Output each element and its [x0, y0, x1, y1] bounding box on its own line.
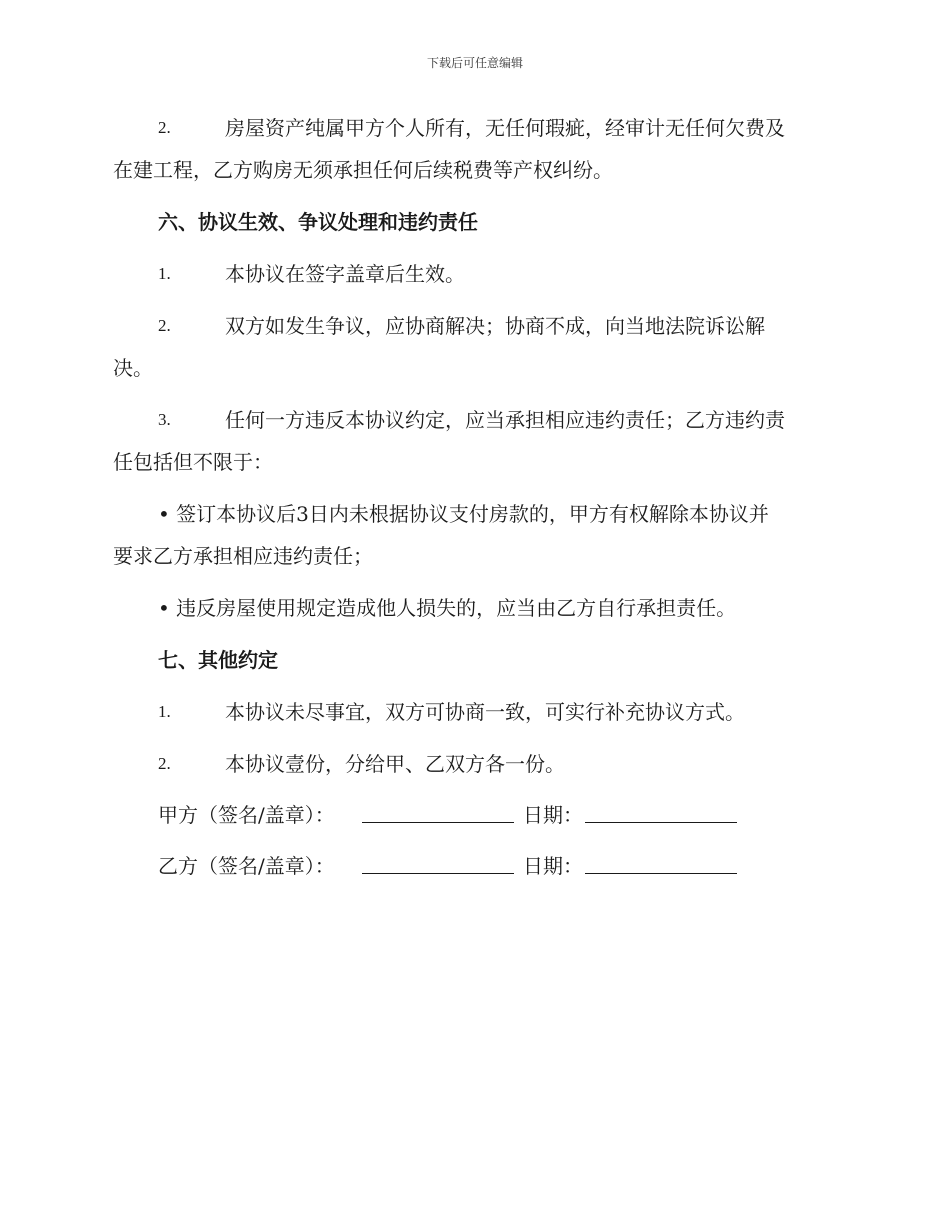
clause-text-continued: 决。 — [113, 356, 153, 380]
clause-text: 任何一方违反本协议约定，应当承担相应违约责任；乙方违约责 — [225, 408, 785, 432]
bullet-item: • 违反房屋使用规定造成他人损失的，应当由乙方自行承担责任。 — [158, 596, 737, 620]
clause-text: 本协议壹份，分给甲、乙双方各一份。 — [225, 752, 565, 776]
section-heading: 七、其他约定 — [158, 648, 278, 672]
bullet-item-continued: 要求乙方承担相应违约责任； — [113, 544, 373, 568]
clause-number: 1. — [158, 264, 171, 283]
party-b-signature-blank[interactable] — [362, 873, 514, 874]
party-a-signature-blank[interactable] — [362, 822, 514, 823]
bullet-item: • 签订本协议后3日内未根据协议支付房款的，甲方有权解除本协议并 — [158, 502, 769, 526]
party-b-date-label: 日期： — [523, 854, 583, 878]
party-b-signature-label: 乙方（签名/盖章）： — [158, 854, 335, 878]
party-a-signature-label: 甲方（签名/盖章）： — [158, 803, 335, 827]
clause-number: 2. — [158, 118, 171, 137]
clause-text-continued: 任包括但不限于： — [113, 450, 273, 474]
party-b-date-blank[interactable] — [585, 873, 737, 874]
section-heading: 六、协议生效、争议处理和违约责任 — [158, 210, 478, 234]
clause-text: 房屋资产纯属甲方个人所有，无任何瑕疵，经审计无任何欠费及 — [225, 116, 785, 140]
page-header: 下载后可任意编辑 — [426, 56, 523, 70]
clause-number: 2. — [158, 316, 171, 335]
party-a-date-blank[interactable] — [585, 822, 737, 823]
clause-text: 本协议未尽事宜，双方可协商一致，可实行补充协议方式。 — [225, 700, 745, 724]
clause-text: 本协议在签字盖章后生效。 — [225, 262, 465, 286]
clause-number: 1. — [158, 702, 171, 721]
clause-text: 双方如发生争议，应协商解决；协商不成，向当地法院诉讼解 — [225, 314, 765, 338]
clause-number: 2. — [158, 754, 171, 773]
party-a-date-label: 日期： — [523, 803, 583, 827]
clause-text-continued: 在建工程，乙方购房无须承担任何后续税费等产权纠纷。 — [113, 158, 613, 182]
clause-number: 3. — [158, 410, 171, 429]
